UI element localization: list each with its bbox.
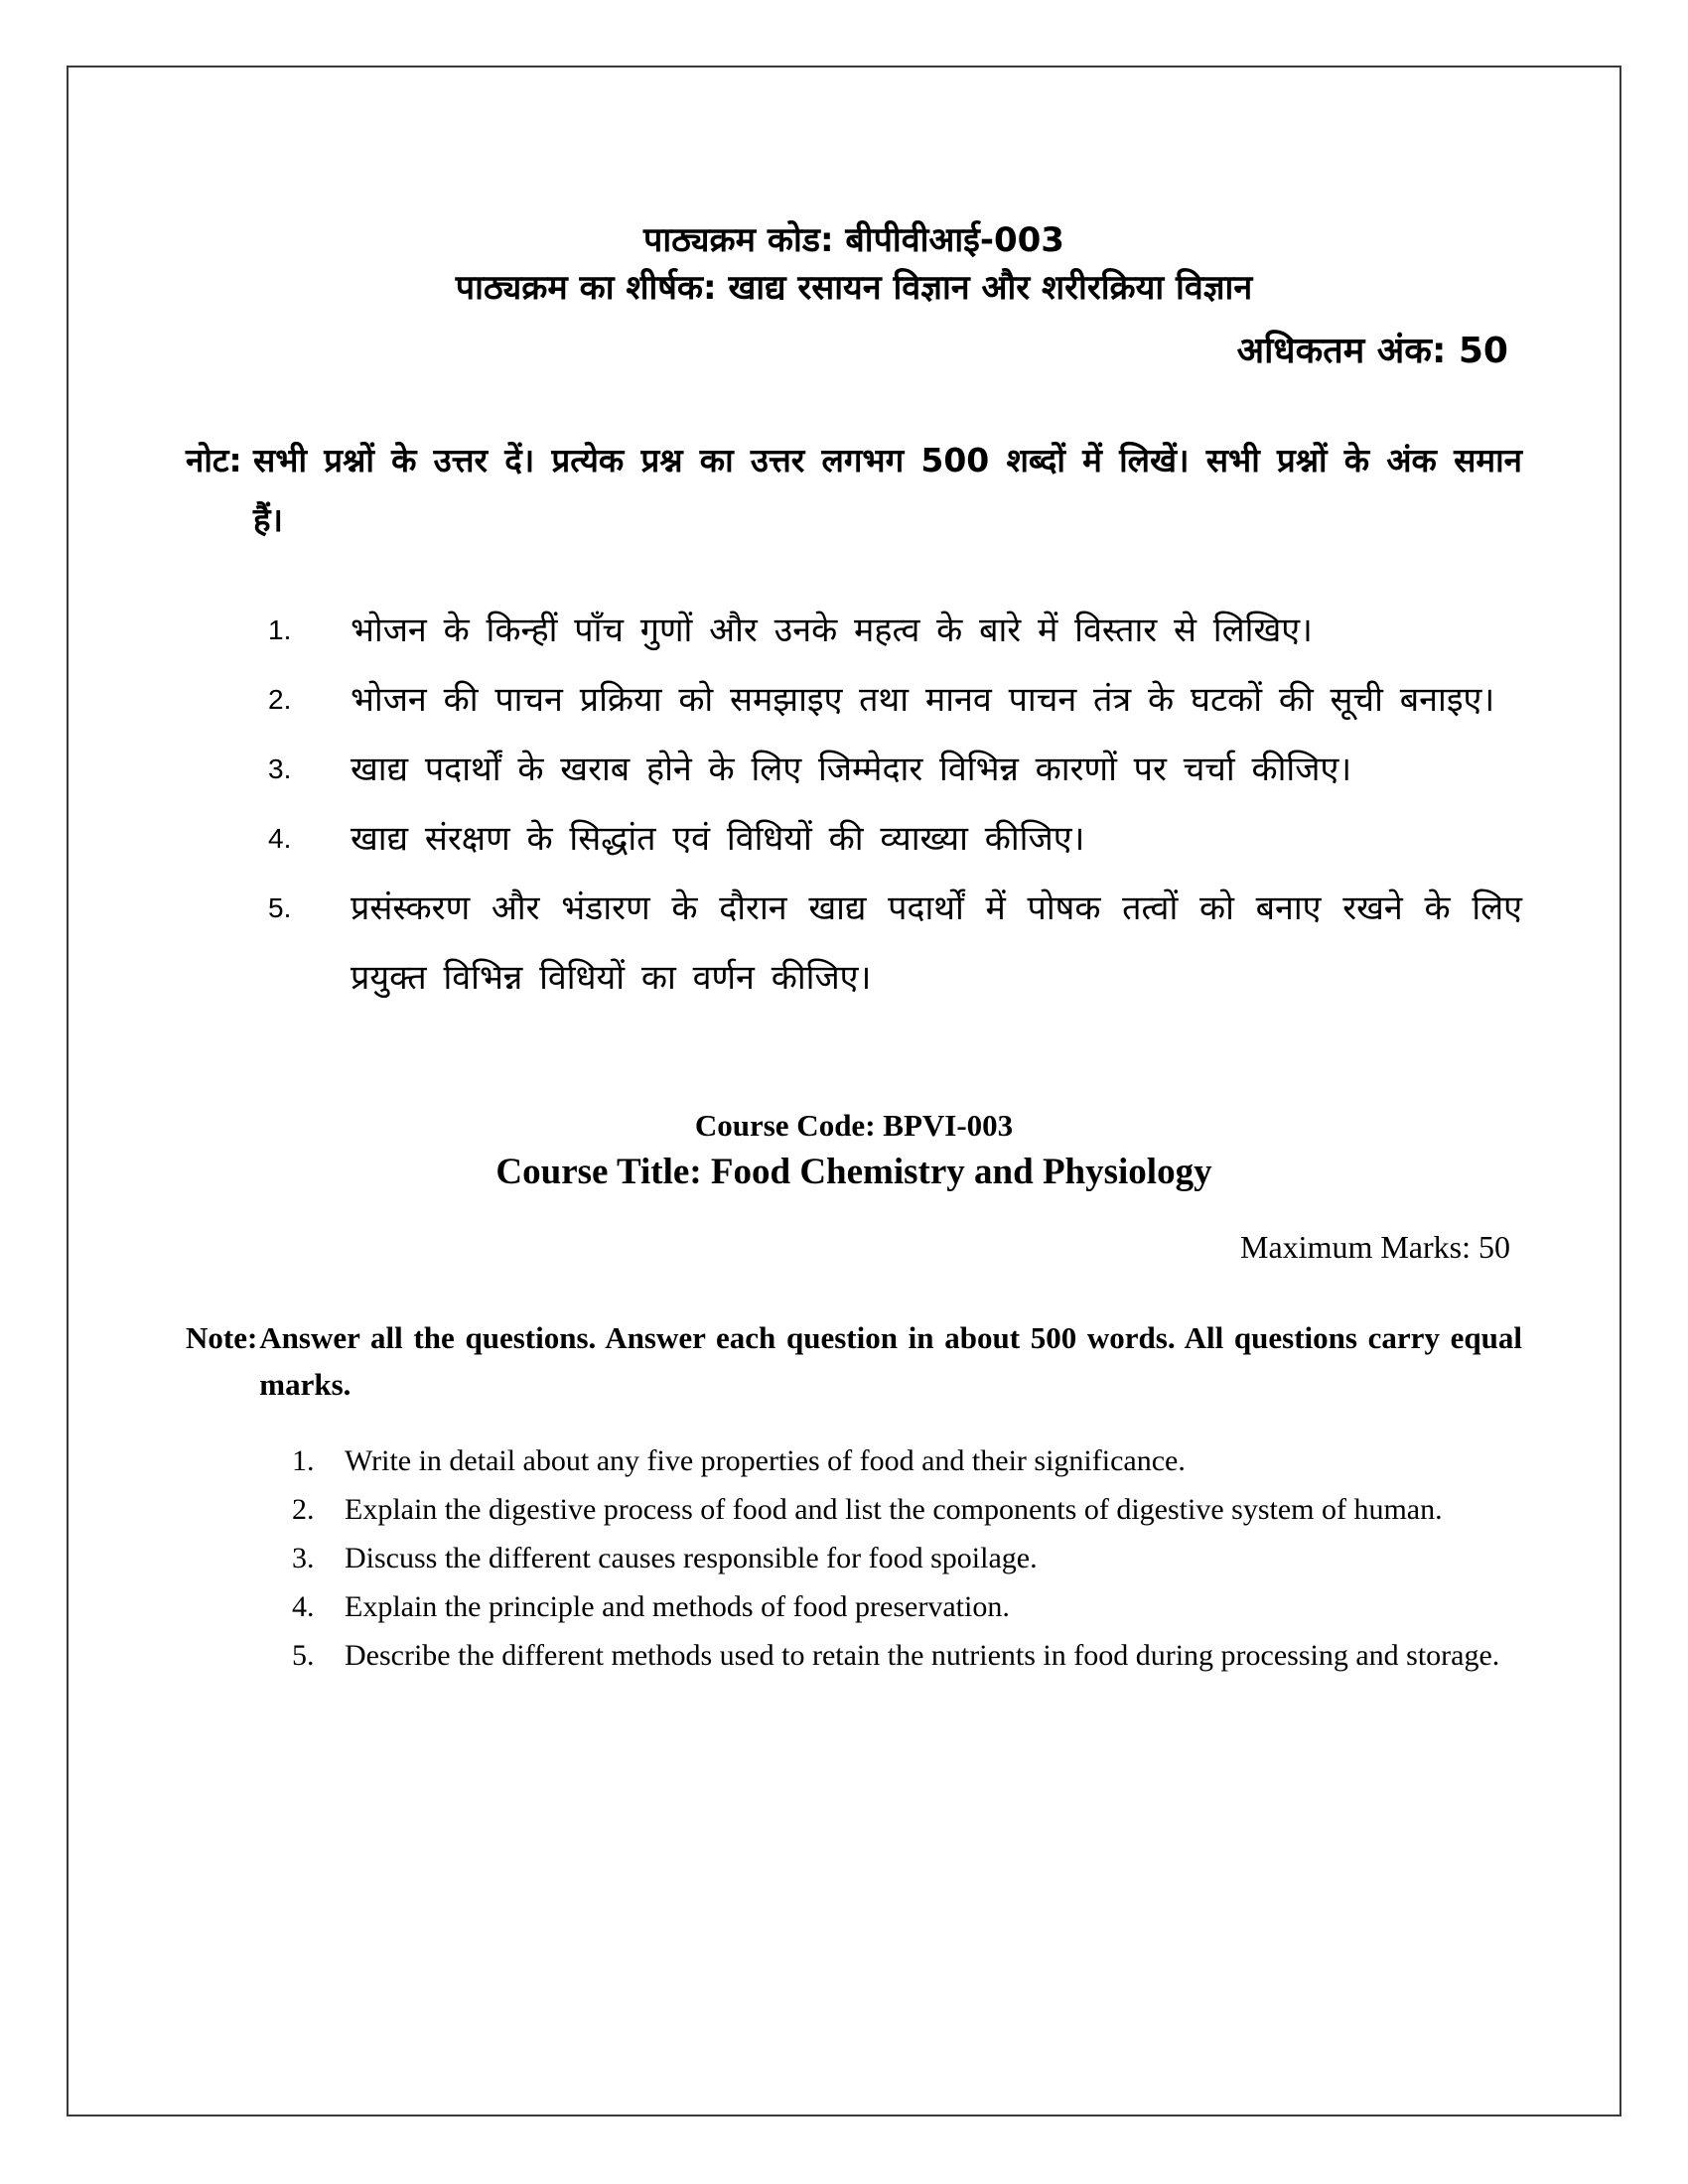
question-number: 3. — [268, 753, 292, 784]
hindi-question-list — [186, 596, 1522, 1013]
question-number: 2. — [268, 684, 292, 715]
english-section — [186, 1104, 1522, 1679]
english-question-5 — [186, 1632, 1522, 1679]
question-text: खाद्य पदार्थों के खराब होने के लिए जिम्मेदार विभिन्न कारणों पर चर्चा कीजिए। — [351, 750, 1352, 789]
question-text: भोजन की पाचन प्रक्रिया को समझाइए तथा मानव पाचन तंत्र के घटकों की सूची बनाइए। — [351, 680, 1495, 720]
english-max-marks: Maximum Marks: 50 — [1240, 1229, 1510, 1265]
question-text: खाद्य संरक्षण के सिद्धांत एवं विधियों की व्याख्या कीजिए। — [351, 819, 1085, 859]
question-number: 5. — [292, 1639, 315, 1672]
document-content — [186, 68, 1522, 1681]
question-text: भोजन के किन्हीं पाँच गुणों और उनके महत्व के बारे में विस्तार से लिखिए। — [351, 611, 1313, 650]
question-number: 2. — [292, 1493, 315, 1526]
hindi-question-1 — [186, 596, 1522, 665]
english-note — [186, 1314, 1522, 1408]
english-question-3 — [186, 1535, 1522, 1581]
english-question-2 — [186, 1486, 1522, 1533]
hindi-question-3 — [186, 735, 1522, 804]
question-number: 1. — [268, 614, 292, 645]
english-course-title: Course Title: Food Chemistry and Physiology — [495, 1152, 1212, 1192]
hindi-question-5 — [186, 874, 1522, 1013]
question-text: Write in detail about any five properties of food and their significance. — [345, 1444, 1186, 1477]
hindi-max-marks: अधिकतम अंक: 50 — [1236, 331, 1508, 371]
english-course-code: Course Code: BPVI-003 — [694, 1108, 1014, 1143]
question-text: Discuss the different causes responsible for food spoilage. — [345, 1542, 1038, 1574]
question-text: Explain the principle and methods of food preservation. — [345, 1590, 1010, 1623]
hindi-course-title: पाठ्यक्रम का शीर्षक: खाद्य रसायन विज्ञान और शरीरक्रिया विज्ञान — [455, 268, 1253, 308]
hindi-section — [186, 216, 1522, 1013]
question-number: 1. — [292, 1444, 315, 1477]
hindi-note-text: सभी प्रश्नों के उत्तर दें। प्रत्येक प्रश्न का उत्तर लगभग 500 शब्दों में लिखें। सभी प्रश्नों के अंक समान हैं। — [253, 441, 1522, 539]
english-question-list — [186, 1437, 1522, 1679]
question-text: Describe the different methods used to retain the nutrients in food during processing and storage. — [345, 1639, 1500, 1672]
english-note-text: Answer all the questions. Answer each question in about 500 words. All questions carry equal marks. — [259, 1320, 1522, 1402]
hindi-note-label: नोट: — [186, 441, 242, 479]
question-number: 4. — [292, 1590, 315, 1623]
question-number: 4. — [268, 823, 292, 854]
question-number: 5. — [268, 892, 292, 923]
hindi-course-code: पाठ्यक्रम कोड: बीपीवीआई-003 — [643, 220, 1064, 260]
question-text: Explain the digestive process of food and list the components of digestive system of human. — [345, 1493, 1443, 1526]
hindi-question-4 — [186, 804, 1522, 874]
english-note-label: Note: — [186, 1320, 258, 1355]
page-border-frame — [67, 66, 1621, 2116]
hindi-question-2 — [186, 665, 1522, 735]
english-question-1 — [186, 1437, 1522, 1484]
question-number: 3. — [292, 1542, 315, 1574]
english-question-4 — [186, 1583, 1522, 1630]
hindi-note — [186, 431, 1522, 550]
question-text: प्रसंस्करण और भंडारण के दौरान खाद्य पदार्थों में पोषक तत्वों को बनाए रखने के लिए प्रयुक्त विभिन्न विधियों का वर्णन कीजिए। — [351, 888, 1522, 998]
